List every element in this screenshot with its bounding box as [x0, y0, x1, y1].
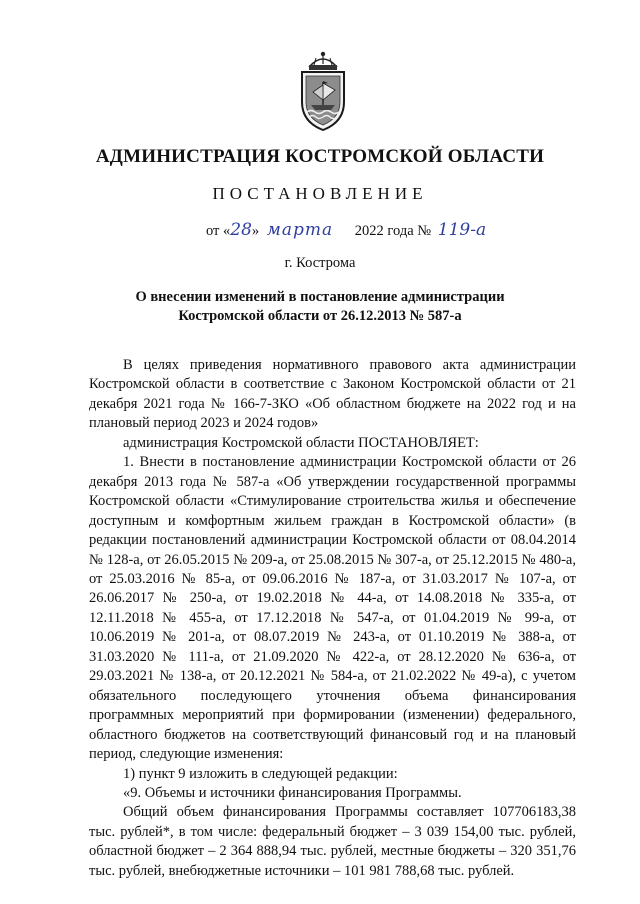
subject-line-1: О внесении изменений в постановление администрации [135, 289, 505, 305]
paragraph-item-1: 1. Внести в постановление администрации Костромской области от 26 декабря 2013 года № 587-а «Об утверждении государственной программы Костромской области «Стимулирование строительства жилья и обеспечение доступным и комфортным жильем граждан в Костромской области» (в редакции постановлений администрации Костромской области от 08.04.2014 № 128-а, от 26.05.2015 № 209-а, от 25.08.2015 № 307-а, от 25.12.2015 № 480-а, от 25.03.2016 № 85-а, от 09.06.2016 № 187-а, от 31.03.2017 № 107-а, от 26.06.2017 № 250-а, от 19.02.2018 № 44-а, от 14.08.2018 № 335-а, от 12.11.2018 № 455-а, от 17.12.2018 № 547-а, от 01.04.2019 № 99-а, от 10.06.2019 № 201-а, от 08.07.2019 № 243-а, от 01.10.2019 № 388-а, от 31.03.2020 № 111-а, от 21.09.2020 № 422-а, от 28.12.2020 № 636-а, от 29.03.2021 № 138-а, от 20.12.2021 № 584-а, от 21.02.2022 № 49-а), с учетом обязательного последующего уточнения объема финансирования программных мероприятий при формировании (изменении) федерального, областного бюджетов на соответствующий финансовый год и на плановый период, следующие изменения: [89, 454, 576, 763]
paragraph-decree: администрация Костромской области ПОСТАНОВЛЯЕТ: [123, 434, 479, 451]
paragraph-financing: Общий объем финансирования Программы составляет 107706183,38 тыс. рублей*, в том числе: федеральный бюджет – 3 039 154,00 тыс. рублей, областной бюджет – 2 364 888,94 тыс. рублей, местные бюджеты – 320 351,76 тыс. рублей, внебюджетные источники – 101 981 788,68 тыс. рублей. [89, 804, 576, 879]
subject-line-2: Костромской области от 26.12.2013 № 587-а [178, 308, 462, 324]
date-prefix: от « [206, 223, 231, 239]
paragraph-section-9: «9. Объемы и источники финансирования Программы. [123, 784, 462, 801]
organization-title: АДМИНИСТРАЦИЯ КОСТРОМСКОЙ ОБЛАСТИ [95, 146, 545, 167]
handwritten-day: 28 [230, 220, 252, 240]
document-type: ПОСТАНОВЛЕНИЕ [212, 184, 428, 203]
paragraph-preamble: В целях приведения нормативного правового акта администрации Костромской области в соответствие с Законом Костромской области от 21 декабря 2021 года № 166-7-ЗКО «Об областном бюджете на 2022 год и на плановый период 2023 и 2024 годов» [89, 357, 576, 432]
paragraph-subitem-1: 1) пункт 9 изложить в следующей редакции: [123, 765, 398, 782]
document-body [89, 356, 576, 881]
document-subject [0, 288, 640, 326]
year-text: 2022 года № [354, 223, 432, 239]
date-quote-close: » [251, 223, 260, 239]
handwritten-month: марта [266, 220, 334, 240]
date-line [206, 220, 486, 240]
coat-of-arms-icon [292, 50, 354, 134]
handwritten-number: 119-а [437, 220, 487, 240]
city: г. Кострома [284, 255, 356, 271]
